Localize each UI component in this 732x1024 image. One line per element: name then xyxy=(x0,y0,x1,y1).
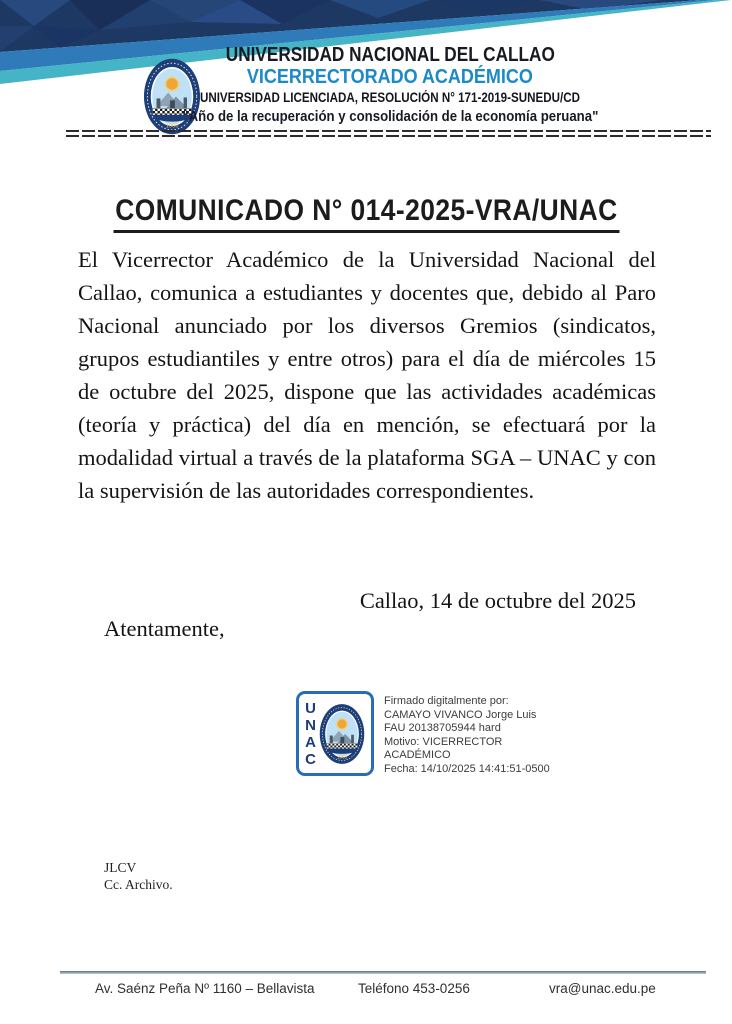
university-name: UNIVERSIDAD NACIONAL DEL CALLAO xyxy=(225,44,555,66)
letterhead xyxy=(150,44,630,130)
signature-line: Firmado digitalmente por: xyxy=(384,695,509,707)
closing-salutation: Atentamente, xyxy=(104,616,225,641)
footer-phone: Teléfono 453-0256 xyxy=(358,981,470,996)
office-name: VICERRECTORADO ACADÉMICO xyxy=(246,66,534,88)
footer-divider xyxy=(60,971,706,974)
signature-line: FAU 20138705944 hard xyxy=(384,722,501,734)
cc-line: Cc. Archivo. xyxy=(104,877,173,892)
date-line: Callao, 14 de octubre del 2025 xyxy=(359,588,636,613)
author-initials: JLCV xyxy=(104,860,137,875)
header-separator xyxy=(66,130,711,138)
unac-letters: U N A C xyxy=(305,699,316,768)
footer-address: Av. Saénz Peña Nº 1160 – Bellavista xyxy=(95,981,315,996)
signature-line: Motivo: VICERRECTOR xyxy=(384,735,503,748)
signature-details xyxy=(384,695,550,776)
footer-email[interactable]: vra@unac.edu.pe xyxy=(549,981,656,996)
digital-signature-block xyxy=(296,691,550,776)
unac-signature-logo xyxy=(296,691,374,776)
initials-block xyxy=(104,859,173,893)
license-line: UNIVERSIDAD LICENCIADA, RESOLUCIÓN N° 171-2019-SUNEDU/CD xyxy=(199,90,581,105)
communique-body: El Vicerrector Académico de la Universidad Nacional del Callao, comunica a estudiantes y docentes que, debido al Paro Nacional anunciado por los diversos Gremios (sindicatos, grupos estudiantiles y entre otros) para el día de miércoles 15 de octubre del 2025, dispone que las actividades académicas (teoría y práctica) del día en mención, se efectuará por la modalidad virtual a través de la plataforma SGA – UNAC y con la supervisión de las autoridades correspondientes. xyxy=(78,247,656,503)
signature-line: CAMAYO VIVANCO Jorge Luis xyxy=(384,708,537,721)
svg-text:1966: 1966 xyxy=(336,754,348,760)
signature-line: ACADÉMICO xyxy=(384,749,451,761)
signature-line: Fecha: 14/10/2025 14:41:51-0500 xyxy=(384,762,550,775)
document-title: COMUNICADO N° 014-2025-VRA/UNAC xyxy=(113,194,619,233)
unac-seal-icon xyxy=(319,703,365,765)
document-title-wrap xyxy=(0,194,732,233)
year-motto: "Año de la recuperación y consolidación de la economía peruana" xyxy=(182,108,598,125)
svg-text:1966: 1966 xyxy=(165,123,179,130)
